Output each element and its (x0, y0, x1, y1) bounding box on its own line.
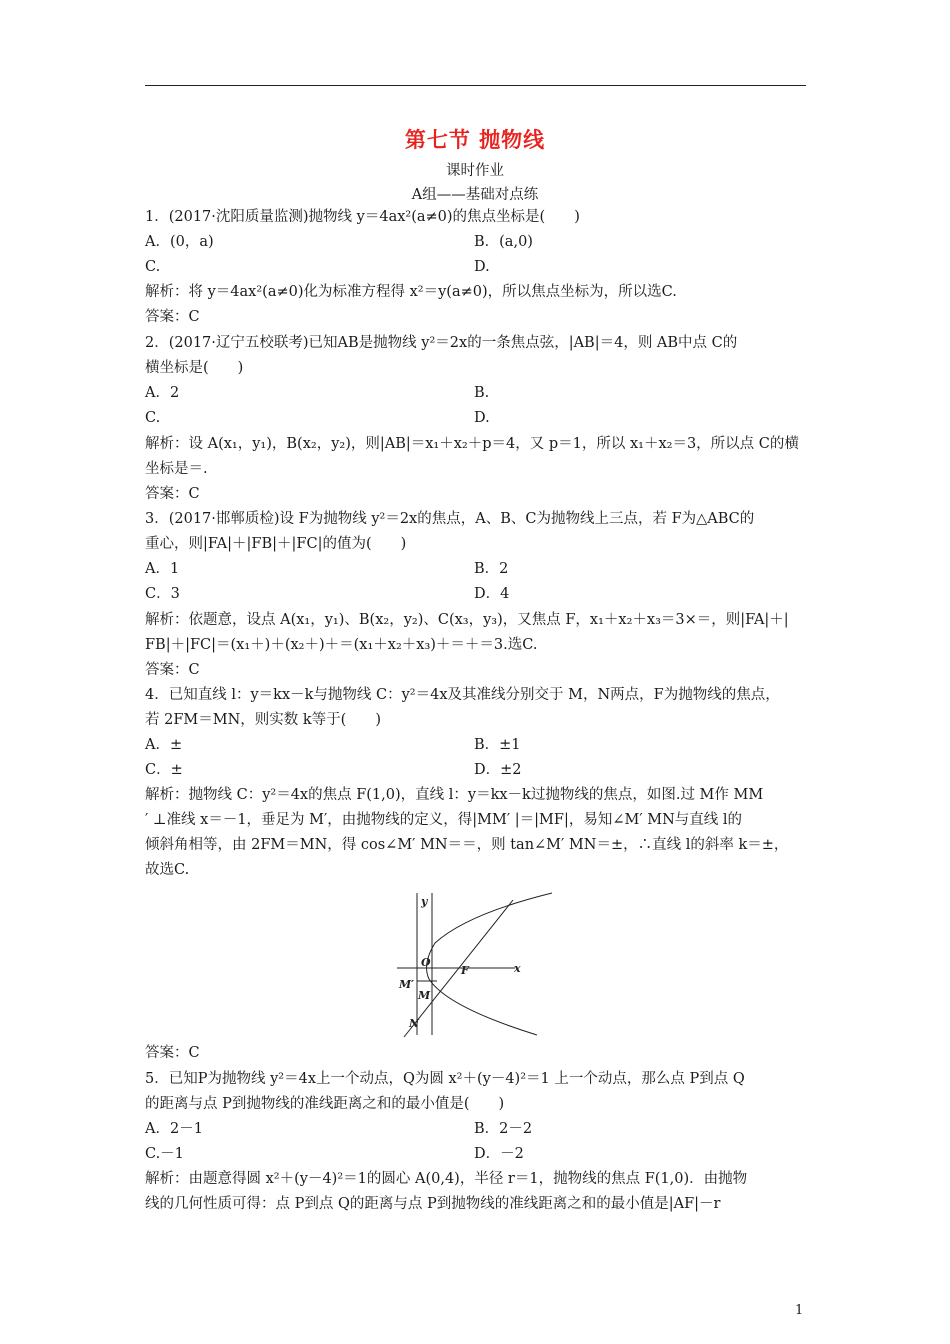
label-y: y (421, 895, 428, 908)
question-4-solution: 解析：抛物线 C：y²＝4x的焦点 F(1,0)，直线 l：y＝kx－k过抛物线的焦点，如图.过 M作 MM (145, 787, 764, 803)
question-3-option-b: B．2 (474, 561, 509, 577)
question-2-answer: 答案：C (145, 486, 200, 502)
parabola-curve (427, 893, 552, 1035)
question-3-option-c: C．3 (145, 586, 180, 602)
header-rule (145, 85, 806, 86)
question-2-solution: 解析：设 A(x₁，y₁)，B(x₂，y₂)，则|AB|＝x₁＋x₂＋p＝4，又 p＝1，所以 x₁＋x₂＝3，所以点 C的横 (145, 436, 799, 452)
question-2-option-c: C. (145, 410, 161, 426)
question-2-option-d: D. (474, 410, 490, 426)
question-5: 5．已知P为抛物线 y²＝4x上一个动点，Q为圆 x²＋(y－4)²＝1 上一个动点，那么点 P到点 Q (145, 1071, 745, 1087)
group-heading: A组——基础对点练 (411, 187, 539, 203)
question-1-option-d: D. (474, 259, 490, 275)
question-1-option-a: A．(0，a) (145, 234, 214, 250)
question-5-option-c: C.－1 (145, 1146, 184, 1162)
label-m-prime: M′ (399, 978, 415, 991)
section-subtitle: 课时作业 (446, 163, 504, 179)
question-3: 3．(2017·邯郸质检)设 F为抛物线 y²＝2x的焦点，A、B、C为抛物线上三点，若 F为△ABC的 (145, 511, 755, 527)
question-4-answer: 答案：C (145, 1045, 200, 1061)
question-5-continued: 的距离与点 P到抛物线的准线距离之和的最小值是( ) (145, 1096, 505, 1112)
question-3-solution-continued: FB|＋|FC|＝(x₁＋)＋(x₂＋)＋＝(x₁＋x₂＋x₃)＋＝＋＝3.选C. (145, 637, 538, 653)
question-5-option-d: D．－2 (474, 1146, 524, 1162)
label-n: N (409, 1017, 420, 1030)
label-origin: O (421, 956, 431, 969)
label-m: M (418, 989, 431, 1002)
question-2-solution-continued: 坐标是＝. (145, 461, 208, 477)
question-5-option-b: B．2－2 (474, 1121, 533, 1137)
question-4-solution-line-3: 倾斜角相等，由 2FM＝MN，得 cos∠M′ MN＝＝，则 tan∠M′ MN＝±，∴直线 l的斜率 k＝±， (145, 837, 789, 853)
parabola-figure (397, 889, 555, 1039)
question-2-option-a: A．2 (145, 385, 180, 401)
question-4-solution-line-4: 故选C. (145, 862, 190, 878)
label-focus: F (461, 964, 469, 977)
label-x: x (514, 962, 521, 975)
question-1: 1．(2017·沈阳质量监测)抛物线 y＝4ax²(a≠0)的焦点坐标是( ) (145, 209, 580, 225)
question-3-continued: 重心，则|FA|＋|FB|＋|FC|的值为( ) (145, 536, 407, 552)
question-5-solution: 解析：由题意得圆 x²＋(y－4)²＝1的圆心 A(0,4)，半径 r＝1，抛物线的焦点 F(1,0)．由抛物 (145, 1171, 748, 1187)
question-1-option-b: B．(a,0) (474, 234, 533, 250)
question-4-option-b: B．±1 (474, 737, 521, 753)
question-4-option-c: C．± (145, 762, 183, 778)
section-title: 第七节 抛物线 (404, 127, 546, 152)
question-3-answer: 答案：C (145, 662, 200, 678)
question-2-option-b: B. (474, 385, 490, 401)
question-2: 2．(2017·辽宁五校联考)已知AB是抛物线 y²＝2x的一条焦点弦，|AB|＝4，则 AB中点 C的 (145, 335, 738, 351)
question-1-solution: 解析：将 y＝4ax²(a≠0)化为标准方程得 x²＝y(a≠0)，所以焦点坐标为，所以选C. (145, 284, 677, 300)
question-2-continued: 横坐标是( ) (145, 360, 244, 376)
question-4: 4．已知直线 l：y＝kx－k与抛物线 C：y²＝4x及其准线分别交于 M，N两点，F为抛物线的焦点， (145, 687, 780, 703)
question-4-option-a: A．± (145, 737, 183, 753)
question-3-option-d: D．4 (474, 586, 510, 602)
question-4-solution-line-2: ′ ⊥准线 x＝－1，垂足为 M′，由抛物线的定义，得|MM′ |＝|MF|，易知∠M′ MN与直线 l的 (145, 812, 743, 828)
question-1-option-c: C. (145, 259, 161, 275)
question-5-solution-continued: 线的几何性质可得：点 P到点 Q的距离与点 P到抛物线的准线距离之和的最小值是|AF|－r (145, 1196, 721, 1212)
question-5-option-a: A．2－1 (145, 1121, 203, 1137)
question-4-continued: 若 2FM＝MN，则实数 k等于( ) (145, 712, 381, 728)
question-3-solution: 解析：依题意，设点 A(x₁，y₁)、B(x₂，y₂)、C(x₃，y₃)，又焦点 F，x₁＋x₂＋x₃＝3×＝，则|FA|＋| (145, 612, 789, 628)
question-4-option-d: D．±2 (474, 762, 522, 778)
question-3-option-a: A．1 (145, 561, 180, 577)
page-number: 1 (795, 1303, 804, 1318)
question-1-answer: 答案：C (145, 309, 200, 325)
